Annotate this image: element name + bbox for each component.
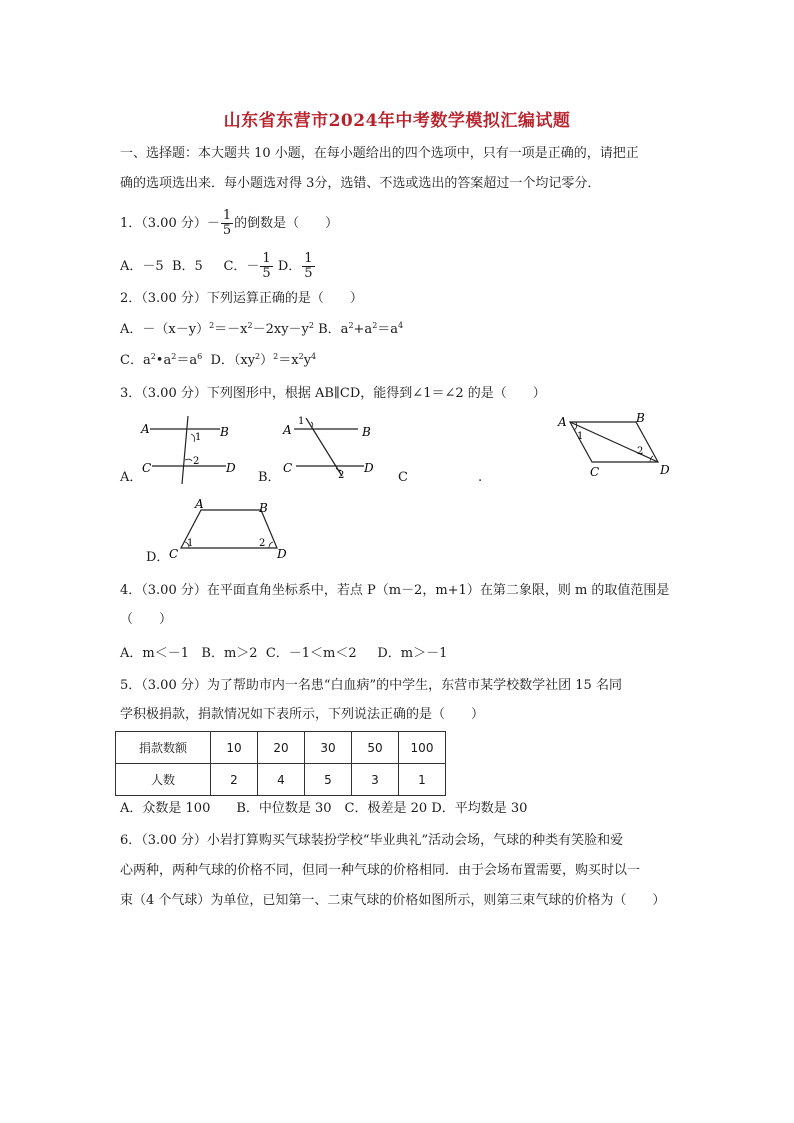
question-5-line2: 学积极捐款，捐款情况如下表所示，下列说法正确的是（ ） (120, 707, 485, 722)
q2-b-exp: 2 (348, 321, 354, 330)
q3-option-c-dot: . (478, 470, 483, 485)
q3-option-b-label: B． (258, 470, 281, 485)
question-5-line1: 5．（3.00 分）为了帮助市内一名患“白血病”的中学生，东营市某学校数学社团 15 名同 (120, 678, 622, 693)
question-6-line2: 心两种，两种气球的价格不同，但同一种气球的价格相同．由于会场布置需要，购买时以一 (120, 863, 641, 878)
q4-option-b: B．m＞2 (201, 646, 258, 661)
q2-c-exp: 2 (150, 352, 156, 361)
q2-b-mid: +a (353, 322, 373, 337)
q2-b-exp2: 2 (372, 321, 378, 330)
fig-d-angle-2: 2 (259, 538, 266, 549)
q2-d-exp2: 2 (273, 352, 279, 361)
q2-c-mid2: ＝a (176, 353, 198, 368)
fig-b-angle-2: 2 (338, 470, 345, 481)
q1-frac-num: 1 (222, 208, 232, 223)
q4-option-c: C．－1＜m＜2 (265, 646, 357, 661)
fig-d-label-B: B (259, 501, 268, 515)
question-4-stem: 4．（3.00 分）在平面直角坐标系中，若点 P（m－2，m+1）在第二象限，则 m 的取值范围是 (120, 583, 670, 598)
fig-c-label-D: D (660, 463, 670, 477)
table-cell: 10 (211, 732, 258, 764)
q1-option-b: B．5 (171, 259, 203, 274)
q3-option-a-label: A． (120, 470, 143, 485)
q1-fraction (221, 209, 233, 238)
fig-b-label-C: C (283, 461, 293, 475)
table-cell: 4 (258, 764, 305, 796)
fig-c-label-C: C (590, 465, 600, 479)
fig-a-label-B: B (220, 425, 229, 439)
q1-option-d: D． (277, 259, 302, 274)
q2-d-exp: 2 (255, 352, 261, 361)
q2-d-mid2: ＝x (278, 353, 299, 368)
fig-a-angle-2: 2 (193, 456, 200, 467)
q4-option-d: D．m＞－1 (377, 646, 448, 661)
question-6-line1: 6．（3.00 分）小岩打算购买气球装扮学校“毕业典礼”活动会场，气球的种类有笑脸和爱 (120, 833, 624, 848)
q2-a-exp: 2 (209, 321, 215, 330)
q3-figure-d (165, 496, 295, 564)
question-1-options (120, 252, 316, 281)
q1-c-num: 1 (262, 251, 271, 266)
page-title: 山东省东营市2024年中考数学模拟汇编试题 (223, 111, 571, 131)
question-4-paren: （ ） (120, 612, 173, 627)
section-instructions-line2: 确的选项选出来．每小题选对得 3分，选错、不选或选出的答案超过一个均记零分． (120, 176, 601, 191)
table-cell: 1 (399, 764, 446, 796)
fig-b-label-B: B (362, 425, 371, 439)
q2-c-exp2: 2 (171, 352, 177, 361)
fig-c-label-B: B (636, 411, 645, 425)
fig-d-label-C: C (169, 547, 179, 561)
question-4-options (120, 644, 447, 664)
fig-d-label-A: A (195, 497, 204, 511)
question-3-stem: 3．（3.00 分）下列图形中，根据 AB∥CD，能得到∠1＝∠2 的是（ ） (120, 386, 546, 401)
q2-a-exp3: 2 (308, 321, 314, 330)
fig-a-label-C: C (142, 461, 152, 475)
q2-a-post: ＝－x (214, 322, 248, 337)
q1-option-c-fraction (260, 252, 272, 281)
fig-a-label-A: A (141, 422, 150, 436)
table-cell: 20 (258, 732, 305, 764)
question-2-stem: 2．（3.00 分）下列运算正确的是（ ） (120, 291, 363, 306)
q1-d-den: 5 (304, 266, 313, 281)
q2-b-pre: B．a (314, 322, 349, 337)
table-header-amount: 捐款数额 (116, 732, 211, 764)
q4-option-a: A．m＜－1 (120, 646, 189, 661)
q1-option-c: C．－ (223, 259, 260, 274)
q1-option-a: A．－5 (120, 259, 164, 274)
table-cell: 2 (211, 764, 258, 796)
question-1-stem (120, 209, 338, 238)
q2-b-mid2: ＝a (377, 322, 399, 337)
table-cell: 5 (305, 764, 352, 796)
q2-b-exp3: 4 (398, 321, 404, 330)
q1-c-den: 5 (262, 266, 271, 281)
fig-d-angle-1: 1 (187, 538, 194, 549)
question-2-options-cd (120, 351, 316, 371)
table-cell: 3 (352, 764, 399, 796)
q2-d-pre: D．（xy (210, 353, 256, 368)
q3-option-c-label: C (398, 470, 408, 485)
table-cell: 30 (305, 732, 352, 764)
q3-figure-b (280, 410, 382, 490)
fig-a-angle-1: 1 (195, 432, 202, 443)
q1-prefix: 1．（3.00 分）－ (120, 216, 220, 231)
table-row (116, 732, 446, 764)
q3-figure-a (138, 412, 240, 490)
table-row (116, 764, 446, 796)
q2-d-mid3: y (303, 353, 312, 368)
question-2-options-ab (120, 320, 403, 340)
q2-d-exp4: 4 (311, 352, 317, 361)
q3-option-d-label: D． (146, 550, 170, 565)
q2-a-pre: A．－（x－y） (120, 322, 210, 337)
fig-b-label-A: A (283, 423, 292, 437)
q2-d-exp3: 2 (298, 352, 304, 361)
question-5-options: A．众数是 100 B．中位数是 30 C．极差是 20 D．平均数是 30 (120, 801, 528, 816)
table-cell: 50 (352, 732, 399, 764)
fig-a-label-D: D (226, 461, 236, 475)
question-6-line3: 束（4 个气球）为单位，已知第一、二束气球的价格如图所示，则第三束气球的价格为（ ） (120, 893, 666, 908)
table-header-count: 人数 (116, 764, 211, 796)
fig-c-label-A: A (558, 415, 567, 429)
q1-suffix: 的倒数是（ ） (234, 216, 339, 231)
fig-b-angle-1: 1 (298, 416, 305, 427)
fig-b-label-D: D (364, 461, 374, 475)
q1-option-d-fraction (302, 252, 314, 281)
q2-d-mid: ） (260, 353, 274, 368)
table-cell: 100 (399, 732, 446, 764)
q1-d-num: 1 (304, 251, 313, 266)
q2-c-exp3: 6 (197, 352, 203, 361)
section-instructions-line1: 一、选择题：本大题共 10 小题，在每小题给出的四个选项中，只有一项是正确的，请把正 (120, 146, 639, 161)
fig-d-label-D: D (277, 547, 287, 561)
donation-table (115, 731, 446, 796)
q2-c-mid: •a (155, 353, 172, 368)
q2-a-exp2: 2 (247, 321, 253, 330)
fig-c-angle-2: 2 (637, 446, 644, 457)
fig-c-angle-1: 1 (577, 431, 584, 442)
q2-c-pre: C．a (120, 353, 151, 368)
q1-frac-den: 5 (222, 223, 232, 238)
q2-a-post2: －2xy－y (252, 322, 309, 337)
q3-figure-c (552, 408, 676, 484)
